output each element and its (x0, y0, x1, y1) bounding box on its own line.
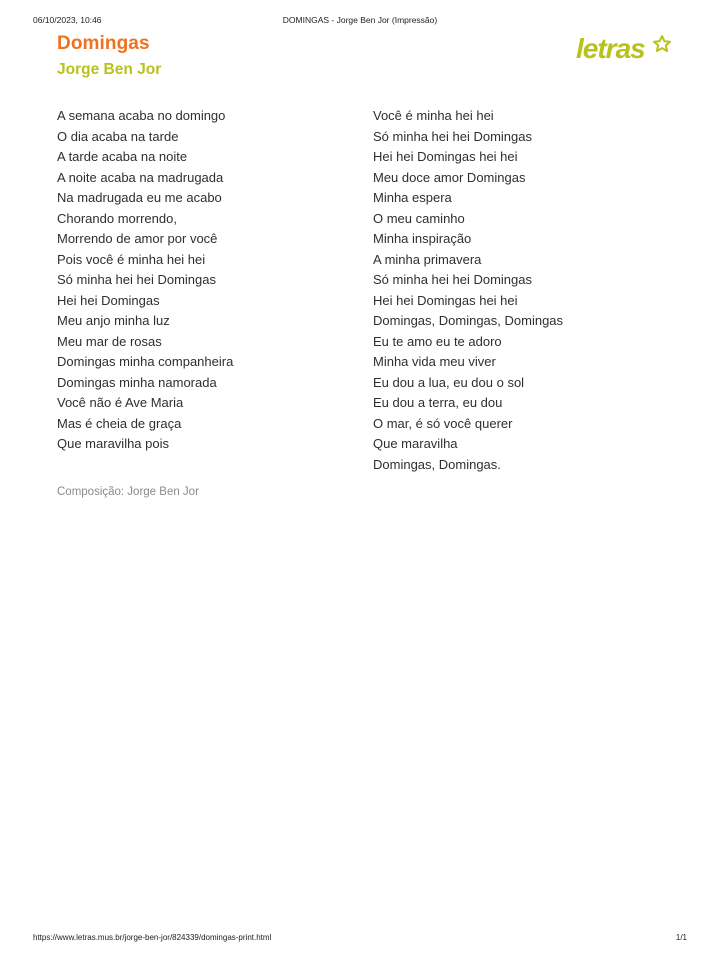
star-icon (654, 36, 670, 51)
lyric-line: Você é minha hei hei (373, 108, 494, 123)
lyric-line: A tarde acaba na noite (57, 149, 188, 164)
lyric-line: Só minha hei hei Domingas (373, 272, 532, 287)
lyric-line: Eu dou a terra, eu dou (373, 395, 503, 410)
lyric-line: Eu dou a lua, eu dou o sol (373, 374, 525, 390)
lyric-line: Eu te amo eu te adoro (373, 333, 502, 349)
lyric-line: Você não é Ave Maria (57, 395, 184, 410)
print-footer-page-number: 1/1 (675, 933, 687, 942)
lyric-line: O dia acaba na tarde (57, 128, 179, 144)
song-title: Domingas (57, 33, 150, 54)
lyric-line: Pois você é minha hei hei (57, 251, 206, 267)
artist-name: Jorge Ben Jor (57, 61, 162, 78)
lyric-line: Domingas, Domingas, Domingas (373, 313, 564, 328)
lyric-line: Hei hei Domingas hei hei (373, 149, 518, 164)
lyric-line: Que maravilha pois (57, 436, 169, 451)
lyric-line: Hei hei Domingas hei hei (373, 292, 518, 308)
lyric-line: Só minha hei hei Domingas (57, 272, 216, 287)
lyrics-right-column (373, 106, 563, 475)
lyric-line: Morrendo de amor por você (57, 231, 218, 246)
svg-text:letras: letras (576, 33, 645, 64)
lyric-line: Meu doce amor Domingas (373, 169, 526, 185)
lyric-line: Meu mar de rosas (57, 333, 162, 349)
lyric-line: Domingas minha namorada (57, 374, 217, 390)
print-footer-url: https://www.letras.mus.br/jorge-ben-jor/824339/domingas-print.html (33, 933, 272, 942)
lyric-line: O meu caminho (373, 210, 465, 226)
lyric-line: Que maravilha (373, 436, 458, 451)
lyric-line: A semana acaba no domingo (57, 108, 226, 123)
lyric-line: Domingas minha companheira (57, 354, 234, 369)
lyric-line: A noite acaba na madrugada (57, 169, 224, 185)
lyric-line: Minha espera (373, 190, 452, 205)
lyric-line: Minha inspiração (373, 231, 472, 246)
lyrics-left-column (57, 106, 233, 455)
lyric-line: Domingas, Domingas. (373, 456, 501, 472)
lyric-line: Hei hei Domingas (57, 292, 160, 308)
composer-credit: Composição: Jorge Ben Jor (57, 486, 199, 498)
lyric-line: Chorando morrendo, (57, 210, 177, 226)
print-header-datetime: 06/10/2023, 10:46 (33, 15, 102, 25)
lyric-line: Mas é cheia de graça (57, 415, 182, 431)
lyric-line: O mar, é só você querer (373, 415, 513, 431)
lyric-line: Na madrugada eu me acabo (57, 190, 222, 205)
letras-logo-icon (576, 30, 672, 70)
print-header-title: DOMINGAS - Jorge Ben Jor (Impressão) (282, 15, 438, 25)
letras-logo[interactable] (576, 30, 672, 70)
lyric-line: A minha primavera (373, 251, 482, 267)
lyric-line: Meu anjo minha luz (57, 313, 170, 328)
lyric-line: Minha vida meu viver (373, 354, 496, 369)
lyric-line: Só minha hei hei Domingas (373, 128, 532, 144)
